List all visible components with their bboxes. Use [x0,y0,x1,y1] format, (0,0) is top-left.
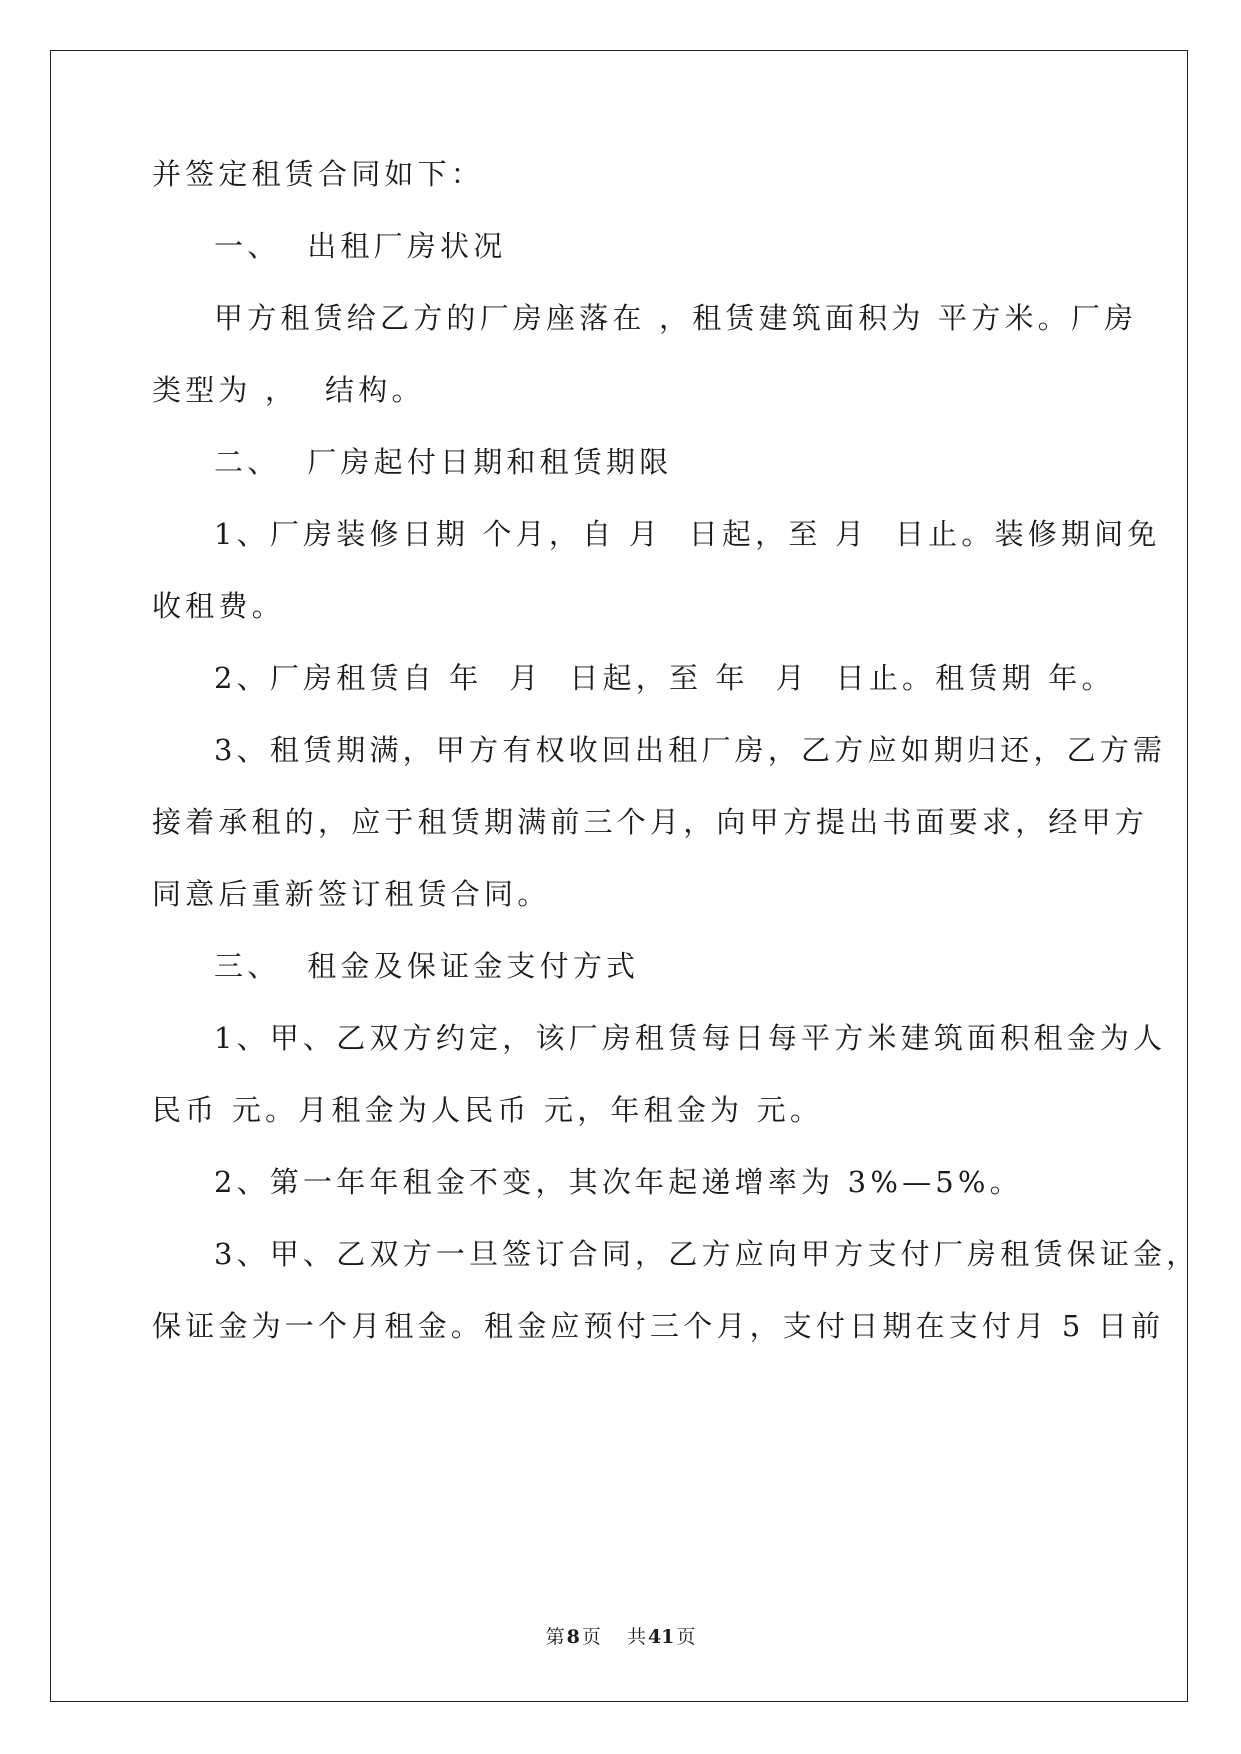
text-line: 2、厂房租赁自 年 月 日起，至 年 月 日止。租赁期 年。 [214,661,1115,695]
footer-total-prefix: 共 [626,1626,646,1648]
text-line: 民币 元。月租金为人民币 元，年租金为 元。 [152,1093,824,1127]
page-border [50,50,1188,1702]
section-heading-3: 三、 租金及保证金支付方式 [214,949,640,983]
text-line: 甲方租赁给乙方的厂房座落在 ，租赁建筑面积为 平方米。厂房 [214,301,1138,335]
text-line: 并签定租赁合同如下： [152,157,485,191]
footer-total-pages: 41 [647,1626,675,1648]
section-heading-2: 二、 厂房起付日期和租赁期限 [214,445,673,479]
text-line: 3、甲、乙双方一旦签订合同，乙方应向甲方支付厂房租赁保证金， [214,1237,1200,1271]
text-line: 3、租赁期满，甲方有权收回出租厂房，乙方应如期归还，乙方需 [214,733,1167,767]
footer-page-unit: 页 [581,1626,601,1648]
section-heading-1: 一、 出租厂房状况 [214,229,507,263]
text-line: 同意后重新签订租赁合同。 [152,877,551,911]
text-line: 类型为 ， 结构。 [152,373,425,407]
footer-total-unit: 页 [676,1626,696,1648]
page-footer [0,1622,1241,1649]
text-line: 1、甲、乙双方约定，该厂房租赁每日每平方米建筑面积租金为人 [214,1021,1167,1055]
footer-page-number: 8 [566,1626,580,1648]
text-line: 收租费。 [152,589,285,623]
text-line: 2、第一年年租金不变，其次年起递增率为 3%—5%。 [214,1165,1023,1199]
text-line: 接着承租的，应于租赁期满前三个月，向甲方提出书面要求，经甲方 [152,805,1149,839]
text-line: 保证金为一个月租金。租金应预付三个月，支付日期在支付月 5 日前 [152,1309,1165,1343]
text-line: 1、厂房装修日期 个月，自 月 日起，至 月 日止。装修期间免 [214,517,1161,551]
footer-page-prefix: 第 [545,1626,565,1648]
